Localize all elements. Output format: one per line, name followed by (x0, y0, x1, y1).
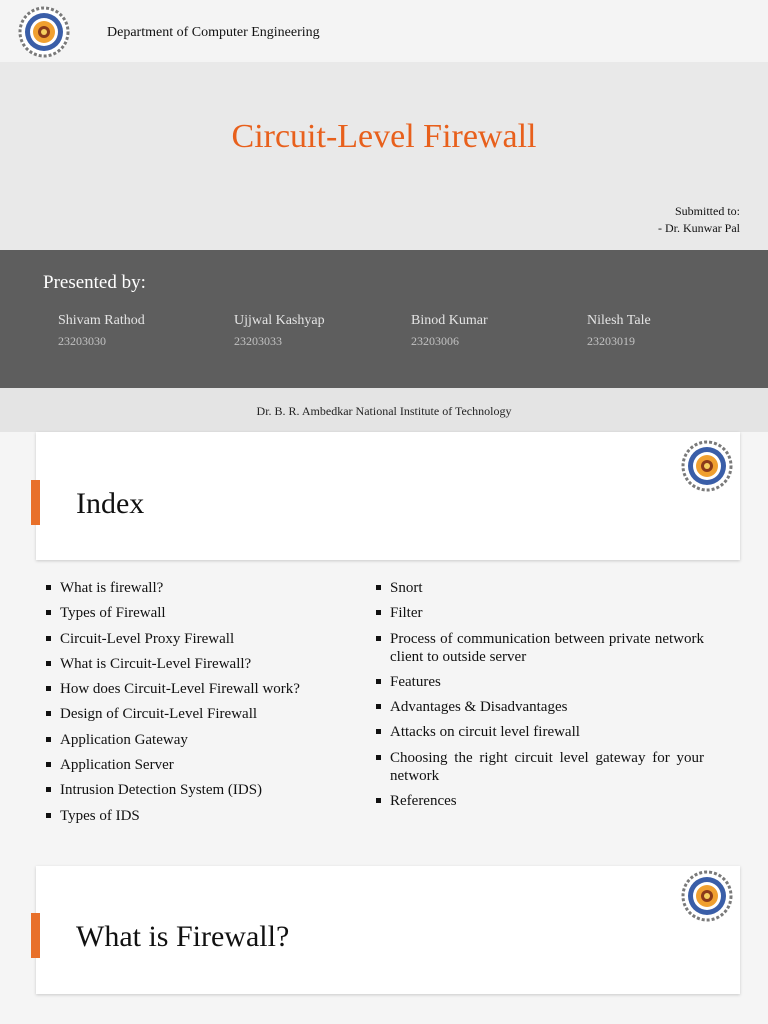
list-item: What is Circuit-Level Firewall? (46, 655, 346, 673)
member-id: 23203006 (411, 334, 459, 348)
index-list-left (46, 579, 346, 832)
member-name: Nilesh Tale (587, 313, 651, 328)
list-item: Design of Circuit-Level Firewall (46, 705, 346, 723)
firewall-heading: What is Firewall? (76, 920, 290, 953)
member-card (234, 313, 325, 349)
list-item: How does Circuit-Level Firewall work? (46, 680, 346, 698)
accent-bar (31, 913, 40, 958)
index-list-right (376, 579, 704, 817)
member-card (411, 313, 488, 349)
list-item: Attacks on circuit level firewall (376, 723, 704, 741)
submitted-label: Submitted to: (674, 204, 740, 218)
member-name: Ujjwal Kashyap (234, 313, 325, 328)
list-item: Types of IDS (46, 807, 346, 825)
institute-name: Dr. B. R. Ambedkar National Institute of Technology (256, 404, 512, 418)
submitted-to (658, 203, 740, 237)
member-id: 23203033 (234, 334, 282, 348)
list-item: Filter (376, 604, 704, 622)
member-name: Shivam Rathod (58, 313, 145, 328)
member-card (58, 313, 145, 349)
department-name: Department of Computer Engineering (107, 25, 320, 40)
list-item: Snort (376, 579, 704, 597)
submitted-name: - Dr. Kunwar Pal (658, 221, 740, 235)
list-item: Process of communication between private network client to outside server (376, 630, 704, 666)
title-slide (0, 0, 768, 432)
member-card (587, 313, 651, 349)
list-item: Choosing the right circuit level gateway for your network (376, 749, 704, 785)
list-item: Application Gateway (46, 731, 346, 749)
index-heading: Index (76, 487, 145, 520)
list-item: Features (376, 673, 704, 691)
institute-emblem-icon (681, 440, 733, 492)
list-item: Circuit-Level Proxy Firewall (46, 630, 346, 648)
list-item: What is firewall? (46, 579, 346, 597)
presented-by-label: Presented by: (43, 272, 146, 293)
list-item: References (376, 792, 704, 810)
member-id: 23203030 (58, 334, 106, 348)
institute-emblem-icon (18, 6, 70, 58)
list-item: Application Server (46, 756, 346, 774)
list-item: Intrusion Detection System (IDS) (46, 781, 346, 799)
member-id: 23203019 (587, 334, 635, 348)
institute-emblem-icon (681, 870, 733, 922)
list-item: Types of Firewall (46, 604, 346, 622)
presentation-title: Circuit-Level Firewall (231, 118, 537, 155)
accent-bar (31, 480, 40, 525)
list-item: Advantages & Disadvantages (376, 698, 704, 716)
member-name: Binod Kumar (411, 313, 488, 328)
